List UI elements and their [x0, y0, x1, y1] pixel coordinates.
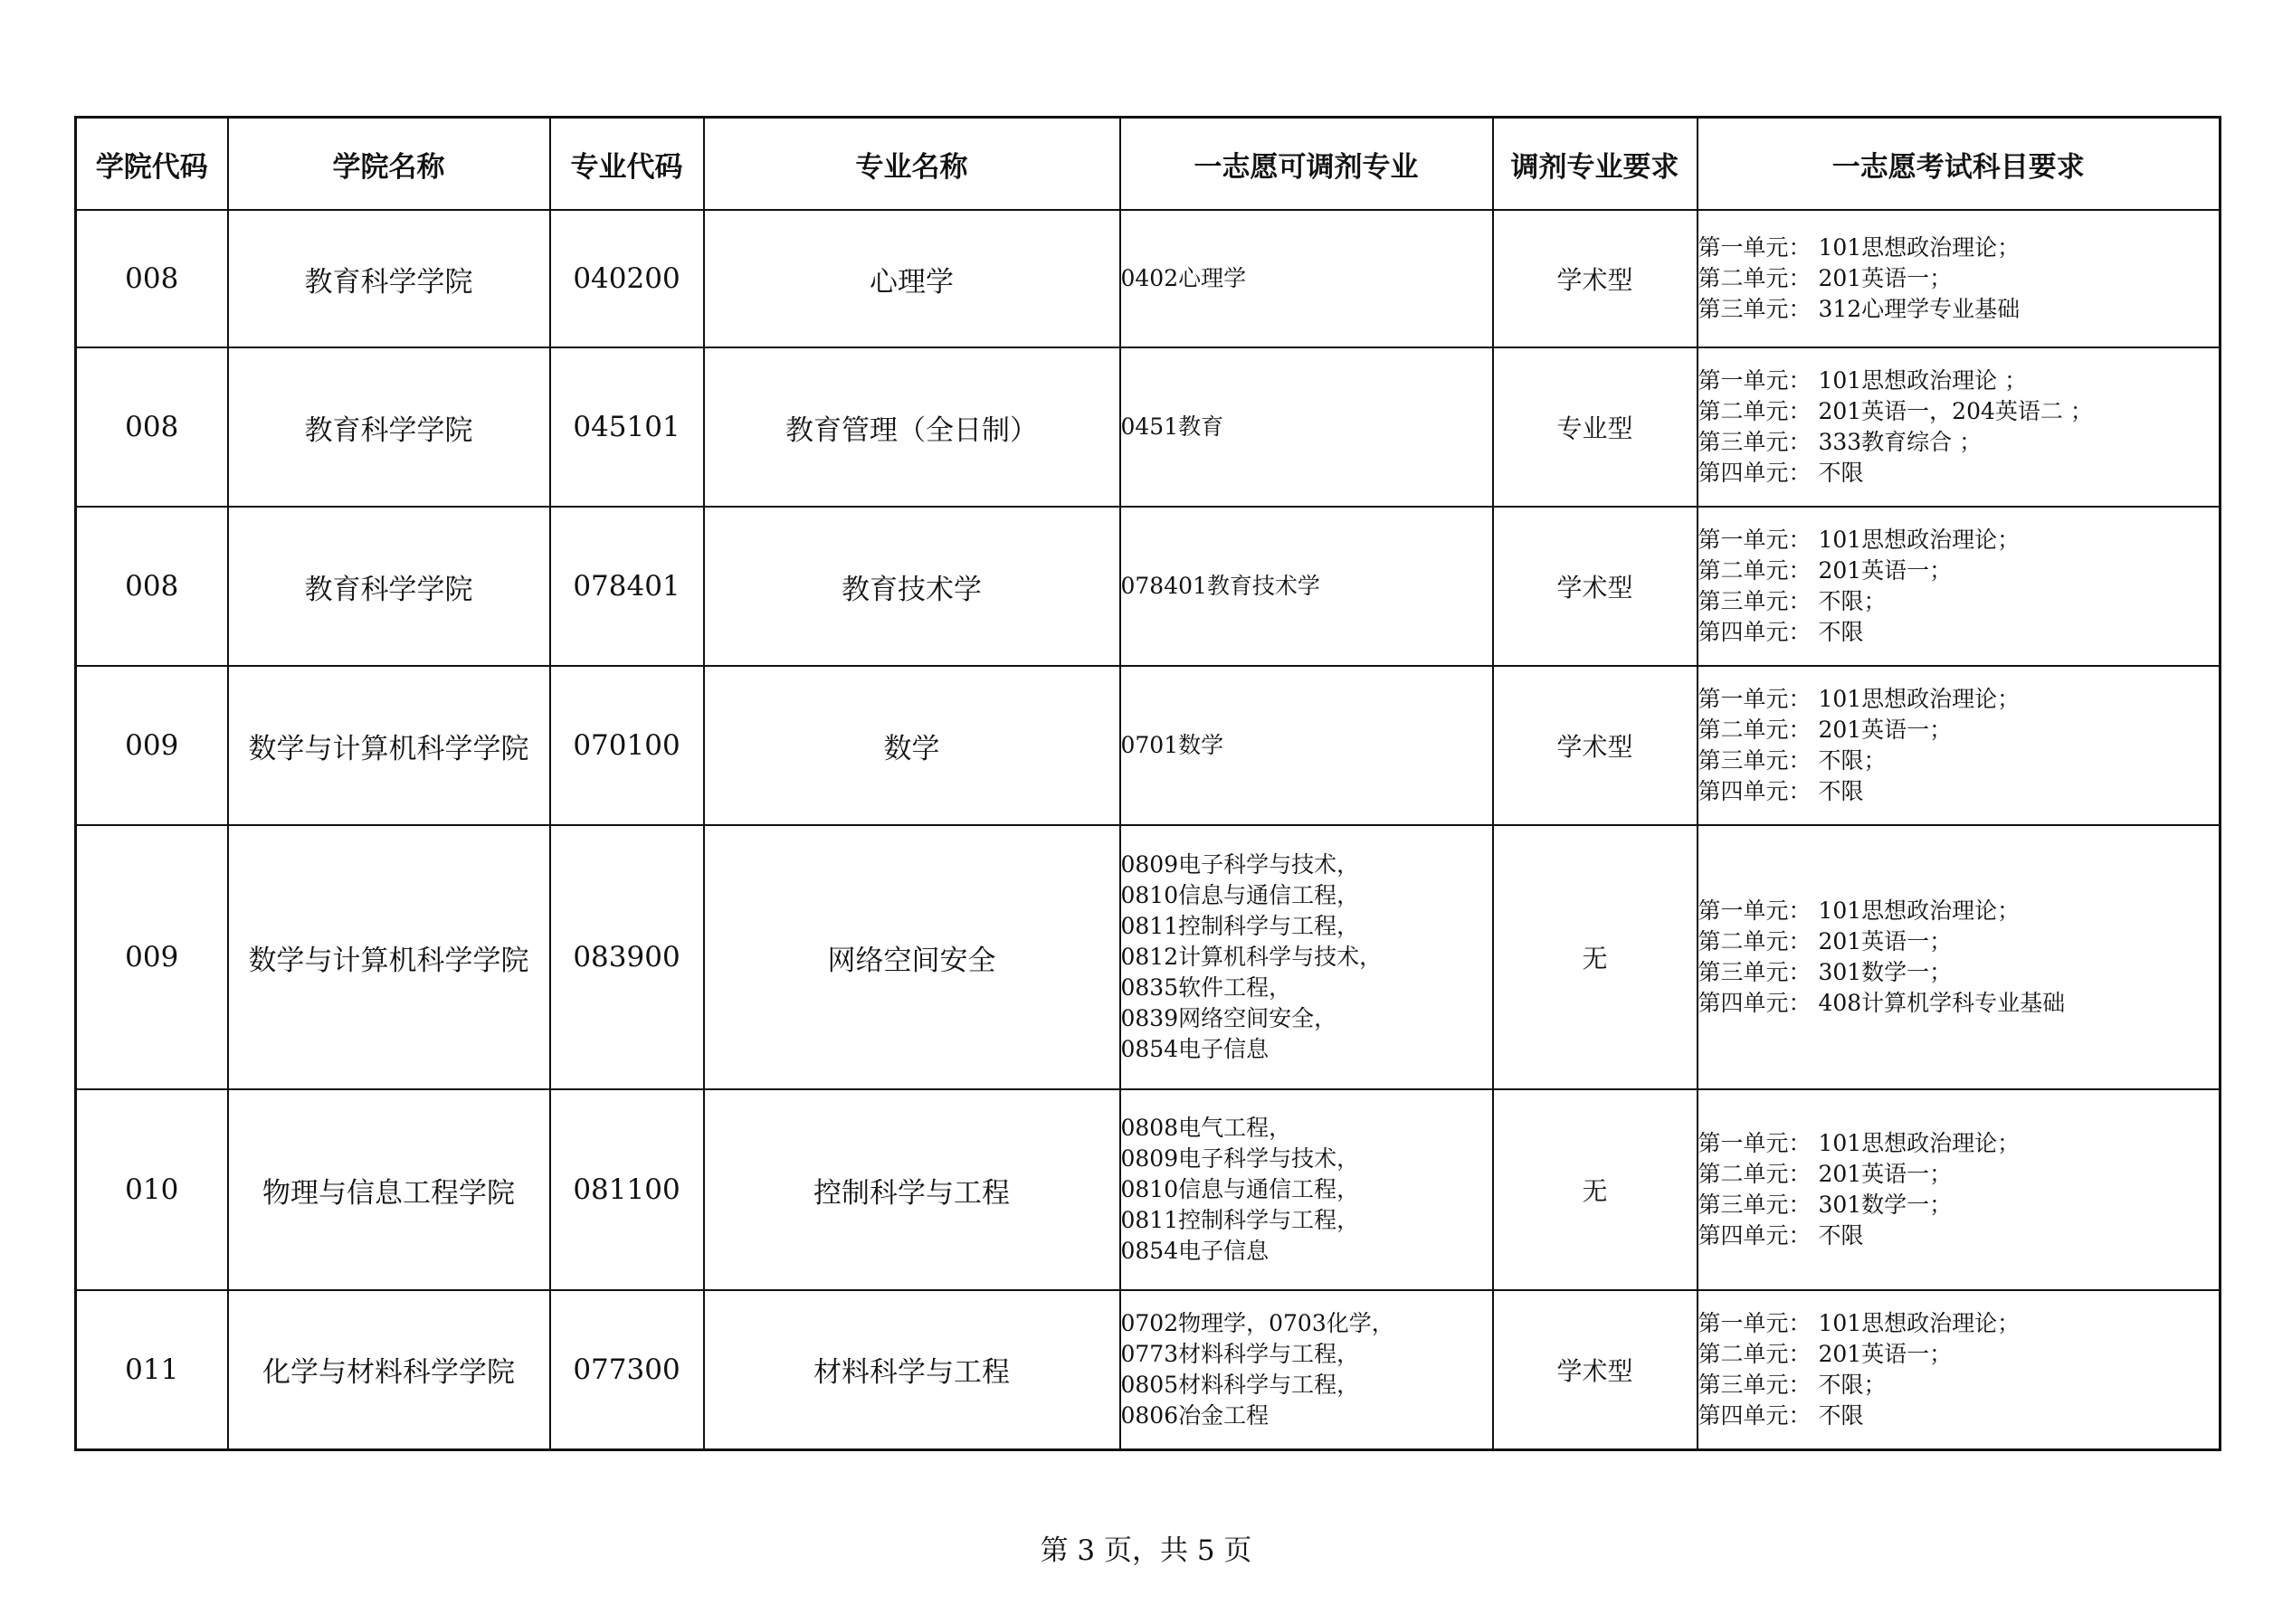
major-name-cell: 材料科学与工程	[704, 1290, 1120, 1449]
major-code-cell: 070100	[550, 666, 704, 825]
major-name-cell: 心理学	[704, 210, 1120, 347]
requirement-cell: 学术型	[1493, 507, 1698, 666]
admissions-table	[74, 116, 2221, 1451]
subject-line: 第二单元： 201英语一；	[1698, 928, 1953, 954]
major-code-cell: 083900	[550, 825, 704, 1089]
college-code-cell: 008	[76, 210, 228, 347]
subject-line: 第二单元： 201英语一；	[1698, 265, 1953, 291]
adjust-major-line: 0805材料科学与工程，	[1120, 1371, 1360, 1398]
adjust-major-line: 078401教育技术学	[1120, 573, 1320, 599]
subject-line: 第四单元： 不限	[1698, 619, 1864, 645]
subjects-cell	[1698, 1089, 2221, 1290]
subject-line: 第三单元： 301数学一；	[1698, 1192, 1953, 1218]
college-code-cell: 008	[76, 347, 228, 507]
adjust-major-line: 0402心理学	[1120, 265, 1247, 291]
college-name-cell: 物理与信息工程学院	[228, 1089, 550, 1290]
requirement-cell: 学术型	[1493, 210, 1698, 347]
college-name-cell: 数学与计算机科学学院	[228, 666, 550, 825]
subject-line: 第四单元： 不限	[1698, 1222, 1864, 1249]
major-code-cell: 078401	[550, 507, 704, 666]
major-name-cell: 数学	[704, 666, 1120, 825]
subject-line: 第四单元： 不限	[1698, 778, 1864, 804]
subjects-cell	[1698, 1290, 2221, 1449]
subject-line: 第三单元： 不限；	[1698, 747, 1887, 774]
subject-line: 第一单元： 101思想政治理论；	[1698, 686, 2021, 712]
adjust-majors-cell	[1120, 347, 1493, 507]
requirement-cell: 学术型	[1493, 666, 1698, 825]
header-college-code: 学院代码	[76, 118, 228, 211]
table-row	[76, 347, 2221, 507]
table-row	[76, 825, 2221, 1089]
adjust-majors-cell	[1120, 1089, 1493, 1290]
college-name-cell: 数学与计算机科学学院	[228, 825, 550, 1089]
major-name-cell: 控制科学与工程	[704, 1089, 1120, 1290]
subject-line: 第三单元： 333教育综合 ；	[1698, 429, 1983, 455]
adjust-major-line: 0773材料科学与工程，	[1120, 1340, 1360, 1367]
major-name-cell: 教育技术学	[704, 507, 1120, 666]
adjust-major-line: 0835软件工程，	[1120, 974, 1292, 1001]
subjects-cell	[1698, 210, 2221, 347]
table-row	[76, 1290, 2221, 1449]
adjust-majors-cell	[1120, 210, 1493, 347]
adjust-majors-cell	[1120, 507, 1493, 666]
subject-line: 第一单元： 101思想政治理论 ；	[1698, 367, 2028, 394]
subject-line: 第一单元： 101思想政治理论；	[1698, 527, 2021, 553]
subject-line: 第四单元： 不限	[1698, 460, 1864, 486]
subject-line: 第四单元： 408计算机学科专业基础	[1698, 990, 2066, 1016]
subject-line: 第二单元： 201英语一；	[1698, 717, 1953, 743]
subject-line: 第二单元： 201英语一，204英语二 ；	[1698, 398, 2093, 424]
requirement-cell: 学术型	[1493, 1290, 1698, 1449]
adjust-majors-cell	[1120, 666, 1493, 825]
page-number-footer: 第 3 页，共 5 页	[1040, 1534, 1252, 1567]
subject-line: 第二单元： 201英语一；	[1698, 1340, 1953, 1367]
subjects-cell	[1698, 347, 2221, 507]
subject-line: 第四单元： 不限	[1698, 1401, 1864, 1429]
college-code-cell: 009	[76, 666, 228, 825]
college-name-cell: 教育科学学院	[228, 507, 550, 666]
adjust-major-line: 0854电子信息	[1120, 1036, 1270, 1062]
major-code-cell: 040200	[550, 210, 704, 347]
header-requirement: 调剂专业要求	[1493, 118, 1698, 211]
header-row	[76, 118, 2221, 211]
adjust-major-line: 0812计算机科学与技术，	[1120, 944, 1383, 970]
college-code-cell: 008	[76, 507, 228, 666]
adjust-major-line: 0701数学	[1120, 732, 1224, 758]
requirement-cell: 无	[1493, 825, 1698, 1089]
college-name-cell: 教育科学学院	[228, 347, 550, 507]
subjects-cell	[1698, 825, 2221, 1089]
header-college-name: 学院名称	[228, 118, 550, 211]
header-adjust-majors: 一志愿可调剂专业	[1120, 118, 1493, 211]
adjust-majors-cell	[1120, 825, 1493, 1089]
adjust-major-line: 0702物理学，0703化学，	[1120, 1309, 1394, 1336]
major-code-cell: 081100	[550, 1089, 704, 1290]
subjects-cell	[1698, 507, 2221, 666]
adjust-major-line: 0810信息与通信工程，	[1120, 1176, 1360, 1202]
table-row	[76, 1089, 2221, 1290]
header-major-name: 专业名称	[704, 118, 1120, 211]
subject-line: 第一单元： 101思想政治理论；	[1698, 234, 2021, 261]
adjust-major-line: 0806冶金工程	[1120, 1401, 1270, 1429]
adjust-major-line: 0811控制科学与工程，	[1120, 1207, 1360, 1233]
adjust-major-line: 0839网络空间安全，	[1120, 1005, 1337, 1031]
header-major-code: 专业代码	[550, 118, 704, 211]
header-subjects: 一志愿考试科目要求	[1698, 118, 2221, 211]
adjust-major-line: 0811控制科学与工程，	[1120, 913, 1360, 939]
adjust-major-line: 0809电子科学与技术，	[1120, 1145, 1360, 1172]
subject-line: 第一单元： 101思想政治理论；	[1698, 1309, 2021, 1336]
table-row	[76, 666, 2221, 825]
major-code-cell: 077300	[550, 1290, 704, 1449]
table-row	[76, 210, 2221, 347]
major-name-cell: 网络空间安全	[704, 825, 1120, 1089]
subjects-cell	[1698, 666, 2221, 825]
subject-line: 第二单元： 201英语一；	[1698, 557, 1953, 584]
adjust-major-line: 0810信息与通信工程，	[1120, 882, 1360, 908]
adjust-major-line: 0809电子科学与技术，	[1120, 851, 1360, 878]
subject-line: 第三单元： 312心理学专业基础	[1698, 296, 2021, 322]
college-name-cell: 化学与材料科学学院	[228, 1290, 550, 1449]
subject-line: 第二单元： 201英语一；	[1698, 1161, 1953, 1187]
table-row	[76, 507, 2221, 666]
subject-line: 第三单元： 不限；	[1698, 1371, 1887, 1398]
subject-line: 第一单元： 101思想政治理论；	[1698, 897, 2021, 924]
major-name-cell: 教育管理（全日制）	[704, 347, 1120, 507]
college-name-cell: 教育科学学院	[228, 210, 550, 347]
major-code-cell: 045101	[550, 347, 704, 507]
subject-line: 第三单元： 不限；	[1698, 588, 1887, 614]
requirement-cell: 专业型	[1493, 347, 1698, 507]
college-code-cell: 011	[76, 1290, 228, 1449]
adjust-major-line: 0451教育	[1120, 413, 1224, 440]
college-code-cell: 009	[76, 825, 228, 1089]
college-code-cell: 010	[76, 1089, 228, 1290]
adjust-majors-cell	[1120, 1290, 1493, 1449]
adjust-major-line: 0808电气工程，	[1120, 1115, 1292, 1141]
subject-line: 第三单元： 301数学一；	[1698, 959, 1953, 985]
subject-line: 第一单元： 101思想政治理论；	[1698, 1130, 2021, 1156]
adjust-major-line: 0854电子信息	[1120, 1238, 1270, 1264]
requirement-cell: 无	[1493, 1089, 1698, 1290]
